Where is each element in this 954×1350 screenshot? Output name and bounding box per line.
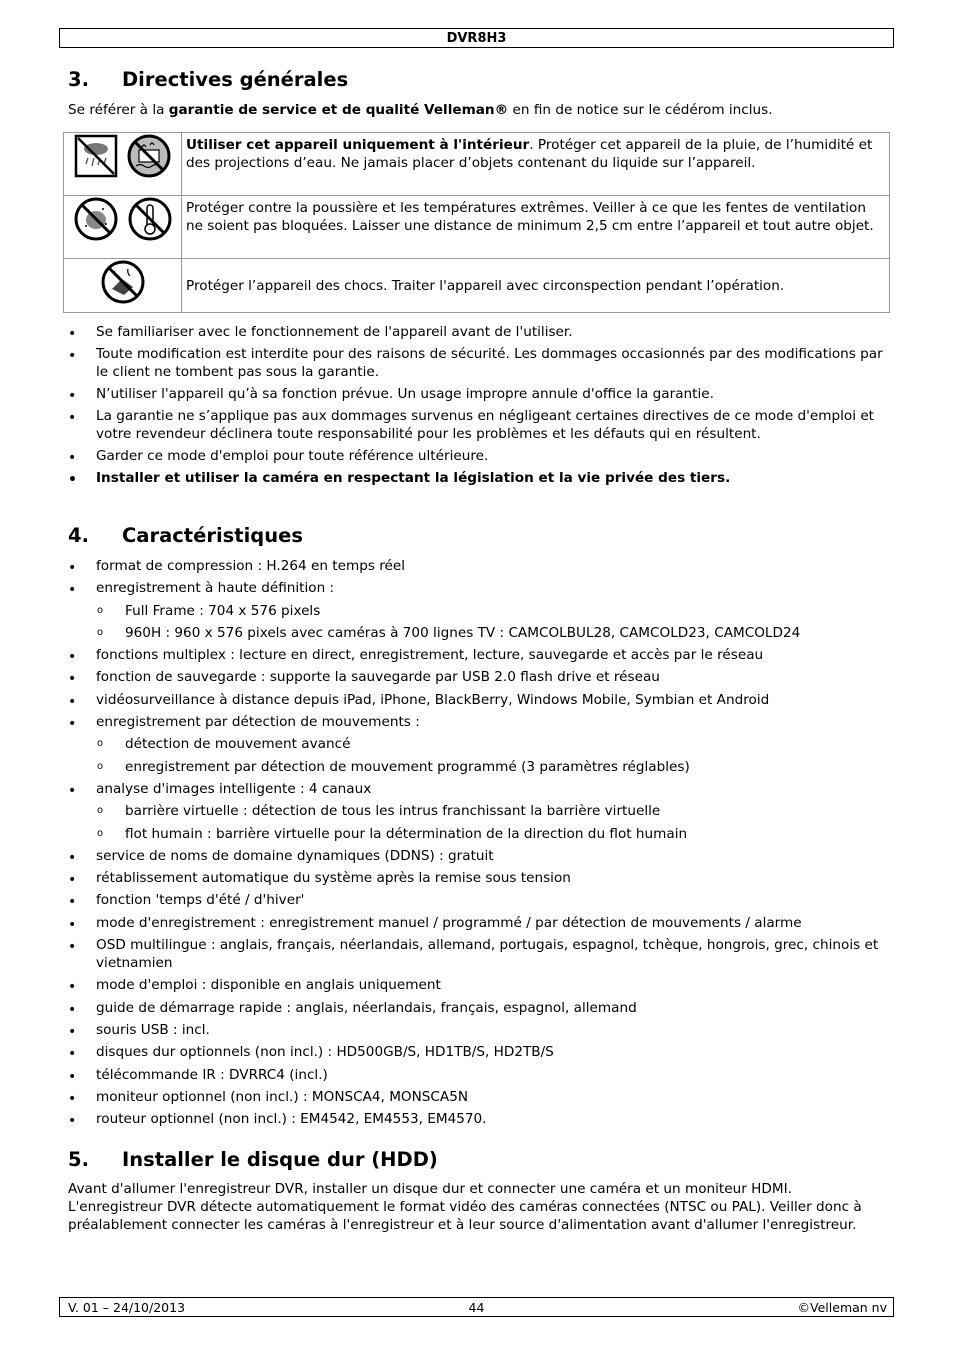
- indoor-only-icon: [74, 134, 118, 178]
- list-item: • Garder ce mode d'emploi pour toute référence ultérieure.: [68, 447, 888, 465]
- list-item: • routeur optionnel (non incl.) : EM4542, EM4553, EM4570.: [68, 1110, 888, 1128]
- section-3-intro: Se référer à la garantie de service et de qualité Velleman® en fin de notice sur le cédérom inclus.: [68, 102, 773, 118]
- section-title: Caractéristiques: [122, 524, 303, 547]
- warranty-reference: garantie de service et de qualité Velleman®: [168, 102, 509, 118]
- section-number: 5.: [68, 1148, 89, 1171]
- safety-row: [64, 196, 890, 259]
- list-item: • télécommande IR : DVRRC4 (incl.): [68, 1066, 888, 1084]
- page-number: 44: [468, 1300, 485, 1315]
- list-item: • disques dur optionnels (non incl.) : HD500GB/S, HD1TB/S, HD2TB/S: [68, 1043, 888, 1061]
- section-5-heading: [68, 1148, 438, 1172]
- list-item: • format de compression : H.264 en temps réel: [68, 557, 888, 575]
- list-item: • OSD multilingue : anglais, français, néerlandais, allemand, portugais, espagnol, tchèque, hongrois, grec, chinois et vietnamien: [68, 936, 888, 972]
- sub-list-item: o flot humain : barrière virtuelle pour la détermination de la direction du flot humain: [68, 825, 888, 843]
- list-item: • N’utiliser l'appareil qu’à sa fonction prévue. Un usage impropre annule d'office la garantie.: [68, 385, 888, 403]
- model-name: DVR8H3: [446, 31, 507, 46]
- section-title: Installer le disque dur (HDD): [122, 1148, 438, 1171]
- list-item: • vidéosurveillance à distance depuis iPad, iPhone, BlackBerry, Windows Mobile, Symbian et Android: [68, 691, 888, 709]
- section-title: Directives générales: [122, 68, 349, 91]
- list-item: • moniteur optionnel (non incl.) : MONSCA4, MONSCA5N: [68, 1088, 888, 1106]
- sub-list-item: o barrière virtuelle : détection de tous les intrus franchissant la barrière virtuelle: [68, 802, 888, 820]
- section-5-paragraph: Avant d'allumer l'enregistreur DVR, installer un disque dur et connecter une caméra et un moniteur HDMI. L'enregistreur DVR détecte automatiquement le format vidéo des caméras connectées (NTSC ou PAL). Veiller donc à préalablement connecter les caméras à l'enregistreur et à leur source d'alimentation avant d'allumer l'enregistreur.: [68, 1181, 862, 1233]
- section-4-heading: [68, 524, 303, 548]
- list-item: • rétablissement automatique du système après la remise sous tension: [68, 869, 888, 887]
- safety-table: [63, 132, 890, 313]
- no-dust-icon: [73, 196, 119, 242]
- section-3-heading: [68, 68, 348, 92]
- safety-row: [64, 133, 890, 196]
- copyright: ©Velleman nv: [797, 1300, 887, 1315]
- safety-text-cell: Protéger l’appareil des chocs. Traiter l'appareil avec circonspection pendant l’opération.: [182, 259, 890, 313]
- sub-list-item: o enregistrement par détection de mouvement programmé (3 paramètres réglables): [68, 758, 888, 776]
- list-item: • Toute modification est interdite pour des raisons de sécurité. Les dommages occasionnés par des modifications par le client ne tombent pas sous la garantie.: [68, 345, 888, 381]
- sub-list-item: o Full Frame : 704 x 576 pixels: [68, 602, 888, 620]
- safety-text-cell: Protéger contre la poussière et les températures extrêmes. Veiller à ce que les fentes de ventilation ne soient pas bloquées. Laisser une distance de minimum 2,5 cm entre l’appareil et tout autre objet.: [182, 196, 890, 259]
- list-item: • fonctions multiplex : lecture en direct, enregistrement, lecture, sauvegarde et accès par le réseau: [68, 646, 888, 664]
- no-shock-icon: [100, 259, 146, 305]
- list-item: • Se familiariser avec le fonctionnement de l'appareil avant de l'utiliser.: [68, 323, 888, 341]
- safety-text-cell: Utiliser cet appareil uniquement à l'intérieur. Protéger cet appareil de la pluie, de l’humidité et des projections d’eau. Ne jamais placer d’objets contenant du liquide sur l’appareil.: [182, 133, 890, 196]
- section-number: 4.: [68, 524, 89, 547]
- sub-list-item: o détection de mouvement avancé: [68, 735, 888, 753]
- list-item: • guide de démarrage rapide : anglais, néerlandais, français, espagnol, allemand: [68, 999, 888, 1017]
- safety-row: [64, 259, 890, 313]
- icon-cell: [64, 259, 182, 313]
- icon-cell: [64, 133, 182, 196]
- general-guidelines-list: [68, 323, 888, 487]
- list-item: • mode d'emploi : disponible en anglais uniquement: [68, 976, 888, 994]
- list-item: • mode d'enregistrement : enregistrement manuel / programmé / par détection de mouvements / alarme: [68, 914, 888, 932]
- list-item: • enregistrement à haute définition :: [68, 579, 888, 597]
- version-date: V. 01 – 24/10/2013: [68, 1300, 186, 1315]
- page-header: [59, 28, 894, 48]
- icon-cell: [64, 196, 182, 259]
- page-footer: [59, 1297, 894, 1317]
- sub-list-item: o 960H : 960 x 576 pixels avec caméras à 700 lignes TV : CAMCOLBUL28, CAMCOLD23, CAMCOLD24: [68, 624, 888, 642]
- features-list: [68, 557, 888, 1132]
- no-extreme-temperature-icon: [127, 196, 173, 242]
- no-water-icon: [126, 133, 172, 179]
- list-item: • souris USB : incl.: [68, 1021, 888, 1039]
- list-item: • enregistrement par détection de mouvements :: [68, 713, 888, 731]
- list-item: • fonction 'temps d'été / d'hiver': [68, 891, 888, 909]
- section-number: 3.: [68, 68, 89, 91]
- list-item: • Installer et utiliser la caméra en respectant la législation et la vie privée des tiers.: [68, 469, 888, 487]
- list-item: • fonction de sauvegarde : supporte la sauvegarde par USB 2.0 flash drive et réseau: [68, 668, 888, 686]
- list-item: • service de noms de domaine dynamiques (DDNS) : gratuit: [68, 847, 888, 865]
- list-item: • La garantie ne s’applique pas aux dommages survenus en négligeant certaines directives de ce mode d'emploi et votre revendeur déclinera toute responsabilité pour les problèmes et les défauts qui en résultent.: [68, 407, 888, 443]
- list-item: • analyse d'images intelligente : 4 canaux: [68, 780, 888, 798]
